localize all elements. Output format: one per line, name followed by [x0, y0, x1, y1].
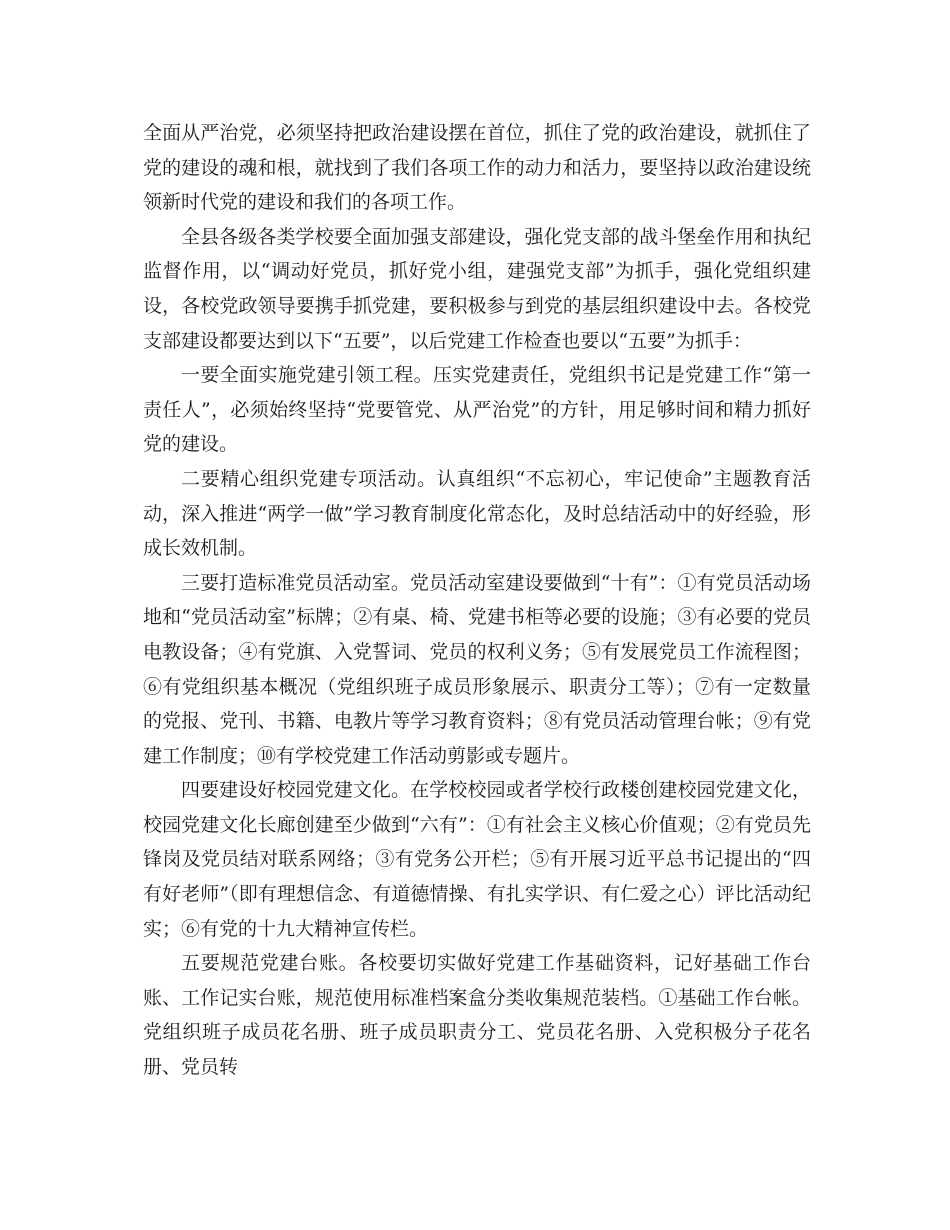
paragraph-1: 全面从严治党，必须坚持把政治建设摆在首位，抓住了党的政治建设，就抓住了党的建设的魂和根，就找到了我们各项工作的动力和活力，要坚持以政治建设统领新时代党的建设和我们的各项工作。	[143, 122, 811, 214]
paragraph-5: 三要打造标准党员活动室。党员活动室建设要做到“十有”：①有党员活动场地和“党员活动室”标牌；②有桌、椅、党建书柜等必要的设施；③有必要的党员电教设备；④有党旗、入党誓词、党员的权利义务；⑤有发展党员工作流程图；⑥有党组织基本概况（党组织班子成员形象展示、职责分工等）；⑦有一定数量的党报、党刊、书籍、电教片等学习教育资料；⑧有党员活动管理台帐；⑨有党建工作制度；⑩有学校党建工作活动剪影或专题片。	[143, 571, 811, 767]
paragraph-7: 五要规范党建台账。各校要切实做好党建工作基础资料，记好基础工作台账、工作记实台账，规范使用标准档案盒分类收集规范装档。①基础工作台帐。党组织班子成员花名册、班子成员职责分工、党员花名册、入党积极分子花名册、党员转	[143, 952, 811, 1079]
paragraph-3: 一要全面实施党建引领工程。压实党建责任，党组织书记是党建工作“第一责任人”，必须始终坚持“党要管党、从严治党”的方针，用足够时间和精力抓好党的建设。	[143, 364, 811, 456]
paragraph-2: 全县各级各类学校要全面加强支部建设，强化党支部的战斗堡垒作用和执纪监督作用，以“调动好党员，抓好党小组，建强党支部”为抓手，强化党组织建设，各校党政领导要携手抓党建，要积极参与到党的基层组织建设中去。各校党支部建设都要达到以下“五要”，以后党建工作检查也要以“五要”为抓手：	[143, 225, 811, 352]
document-body	[143, 116, 811, 1085]
paragraph-4: 二要精心组织党建专项活动。认真组织“不忘初心，牢记使命”主题教育活动，深入推进“两学一做”学习教育制度化常态化，及时总结活动中的好经验，形成长效机制。	[143, 467, 811, 560]
paragraph-6: 四要建设好校园党建文化。在学校校园或者学校行政楼创建校园党建文化，校园党建文化长廊创建至少做到“六有”：①有社会主义核心价值观；②有党员先锋岗及党员结对联系网络；③有党务公开栏；⑤有开展习近平总书记提出的“四有好老师”（即有理想信念、有道德情操、有扎实学识、有仁爱之心）评比活动纪实；⑥有党的十九大精神宣传栏。	[143, 779, 811, 940]
